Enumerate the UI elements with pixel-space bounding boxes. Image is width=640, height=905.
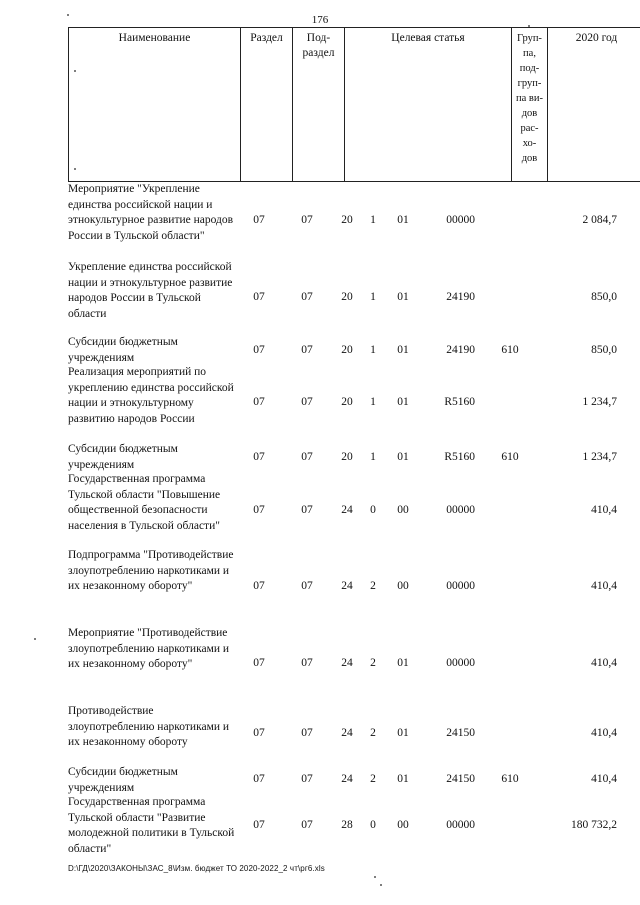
scan-speck (374, 876, 376, 878)
subsection-cell: 07 (301, 580, 313, 592)
subsection-cell: 07 (301, 451, 313, 463)
subsection-cell: 07 (301, 727, 313, 739)
expense-direction-cell: 24190 (446, 344, 475, 356)
program-code-cell: 20 (341, 396, 353, 408)
expense-direction-cell: 00000 (446, 819, 475, 831)
subsection-cell: 07 (301, 344, 313, 356)
scan-speck (528, 25, 530, 27)
program-code-cell: 20 (341, 214, 353, 226)
expense-direction-cell: 00000 (446, 657, 475, 669)
file-path-footer: D:\ГД\2020\ЗАКОНЫ\ЗАС_8\Изм. бюджет ТО 2020-2022_2 чт\рг6.xls (68, 864, 325, 873)
main-event-code-cell: 01 (397, 657, 409, 669)
expense-direction-cell: R5160 (444, 396, 475, 408)
section-cell: 07 (253, 291, 265, 303)
amount-cell: 180 732,2 (571, 819, 617, 831)
scan-speck (74, 70, 76, 72)
main-event-code-cell: 01 (397, 773, 409, 785)
scan-speck (74, 168, 76, 170)
expense-direction-cell: 00000 (446, 580, 475, 592)
expense-direction-cell: 24190 (446, 291, 475, 303)
program-code-cell: 20 (341, 291, 353, 303)
section-cell: 07 (253, 773, 265, 785)
header-target-article: Целевая статья (345, 28, 512, 182)
page-number: 176 (311, 14, 329, 26)
table-header (68, 27, 640, 182)
main-event-code-cell: 00 (397, 580, 409, 592)
expense-direction-cell: 00000 (446, 214, 475, 226)
program-code-cell: 24 (341, 657, 353, 669)
expense-type-cell: 610 (501, 773, 519, 785)
row-name-cell: Подпрограмма "Противодействие злоупотреблению наркотиками и их незаконному обороту" (68, 549, 234, 592)
amount-cell: 850,0 (591, 291, 617, 303)
expense-direction-cell: 24150 (446, 727, 475, 739)
subsection-cell: 07 (301, 291, 313, 303)
section-cell: 07 (253, 727, 265, 739)
subprogram-code-cell: 1 (370, 291, 376, 303)
row-name-cell: Мероприятие "Противодействие злоупотреблению наркотиками и их незаконному обороту" (68, 627, 230, 670)
program-code-cell: 28 (341, 819, 353, 831)
subsection-cell: 07 (301, 214, 313, 226)
scan-speck (34, 638, 36, 640)
scan-speck (380, 884, 382, 886)
section-cell: 07 (253, 504, 265, 516)
header-section: Раздел (241, 28, 293, 182)
amount-cell: 410,4 (591, 580, 617, 592)
program-code-cell: 24 (341, 580, 353, 592)
program-code-cell: 24 (341, 773, 353, 785)
section-cell: 07 (253, 451, 265, 463)
header-subsection: Под- раздел (293, 28, 345, 182)
main-event-code-cell: 00 (397, 504, 409, 516)
row-name-cell: Субсидии бюджетным учреждениям (68, 766, 178, 794)
section-cell: 07 (253, 657, 265, 669)
row-name-cell: Государственная программа Тульской области "Повышение общественной безопасности населения в Тульской области" (68, 473, 221, 532)
subprogram-code-cell: 0 (370, 504, 376, 516)
section-cell: 07 (253, 344, 265, 356)
amount-cell: 1 234,7 (582, 396, 617, 408)
row-name-cell: Субсидии бюджетным учреждениям (68, 443, 178, 471)
row-name-cell: Реализация мероприятий по укреплению единства российской нации и этнокультурному развитию народов России (68, 366, 234, 425)
subprogram-code-cell: 1 (370, 344, 376, 356)
subsection-cell: 07 (301, 819, 313, 831)
program-code-cell: 24 (341, 727, 353, 739)
subsection-cell: 07 (301, 504, 313, 516)
subsection-cell: 07 (301, 396, 313, 408)
row-name-cell: Субсидии бюджетным учреждениям (68, 336, 178, 364)
scan-speck (67, 14, 69, 16)
amount-cell: 410,4 (591, 504, 617, 516)
main-event-code-cell: 01 (397, 214, 409, 226)
main-event-code-cell: 00 (397, 819, 409, 831)
subsection-cell: 07 (301, 657, 313, 669)
main-event-code-cell: 01 (397, 451, 409, 463)
amount-cell: 410,4 (591, 657, 617, 669)
main-event-code-cell: 01 (397, 727, 409, 739)
section-cell: 07 (253, 214, 265, 226)
row-name-cell: Укрепление единства российской нации и этнокультурное развитие народов России в Тульской области (68, 261, 233, 320)
subprogram-code-cell: 1 (370, 451, 376, 463)
amount-cell: 410,4 (591, 727, 617, 739)
main-event-code-cell: 01 (397, 396, 409, 408)
expense-type-cell: 610 (501, 344, 519, 356)
header-amount-2020: 2020 год (548, 28, 640, 182)
subprogram-code-cell: 2 (370, 657, 376, 669)
section-cell: 07 (253, 580, 265, 592)
amount-cell: 850,0 (591, 344, 617, 356)
program-code-cell: 24 (341, 504, 353, 516)
expense-direction-cell: R5160 (444, 451, 475, 463)
program-code-cell: 20 (341, 344, 353, 356)
row-name-cell: Мероприятие "Укрепление единства российской нации и этнокультурное развитие народов России в Тульской области" (68, 183, 234, 242)
header-expense-group: Груп- па, под- груп- па ви- дов рас- хо- дов (512, 28, 548, 182)
subprogram-code-cell: 0 (370, 819, 376, 831)
amount-cell: 1 234,7 (582, 451, 617, 463)
expense-direction-cell: 24150 (446, 773, 475, 785)
subprogram-code-cell: 2 (370, 727, 376, 739)
subprogram-code-cell: 1 (370, 396, 376, 408)
subprogram-code-cell: 2 (370, 580, 376, 592)
main-event-code-cell: 01 (397, 344, 409, 356)
subprogram-code-cell: 1 (370, 214, 376, 226)
row-name-cell: Государственная программа Тульской области "Развитие молодежной политики в Тульской области" (68, 796, 235, 855)
expense-type-cell: 610 (501, 451, 519, 463)
amount-cell: 2 084,7 (582, 214, 617, 226)
section-cell: 07 (253, 396, 265, 408)
main-event-code-cell: 01 (397, 291, 409, 303)
section-cell: 07 (253, 819, 265, 831)
row-name-cell: Противодействие злоупотреблению наркотиками и их незаконному обороту (68, 705, 230, 748)
subsection-cell: 07 (301, 773, 313, 785)
header-name: Наименование (69, 28, 241, 182)
amount-cell: 410,4 (591, 773, 617, 785)
expense-direction-cell: 00000 (446, 504, 475, 516)
subprogram-code-cell: 2 (370, 773, 376, 785)
program-code-cell: 20 (341, 451, 353, 463)
